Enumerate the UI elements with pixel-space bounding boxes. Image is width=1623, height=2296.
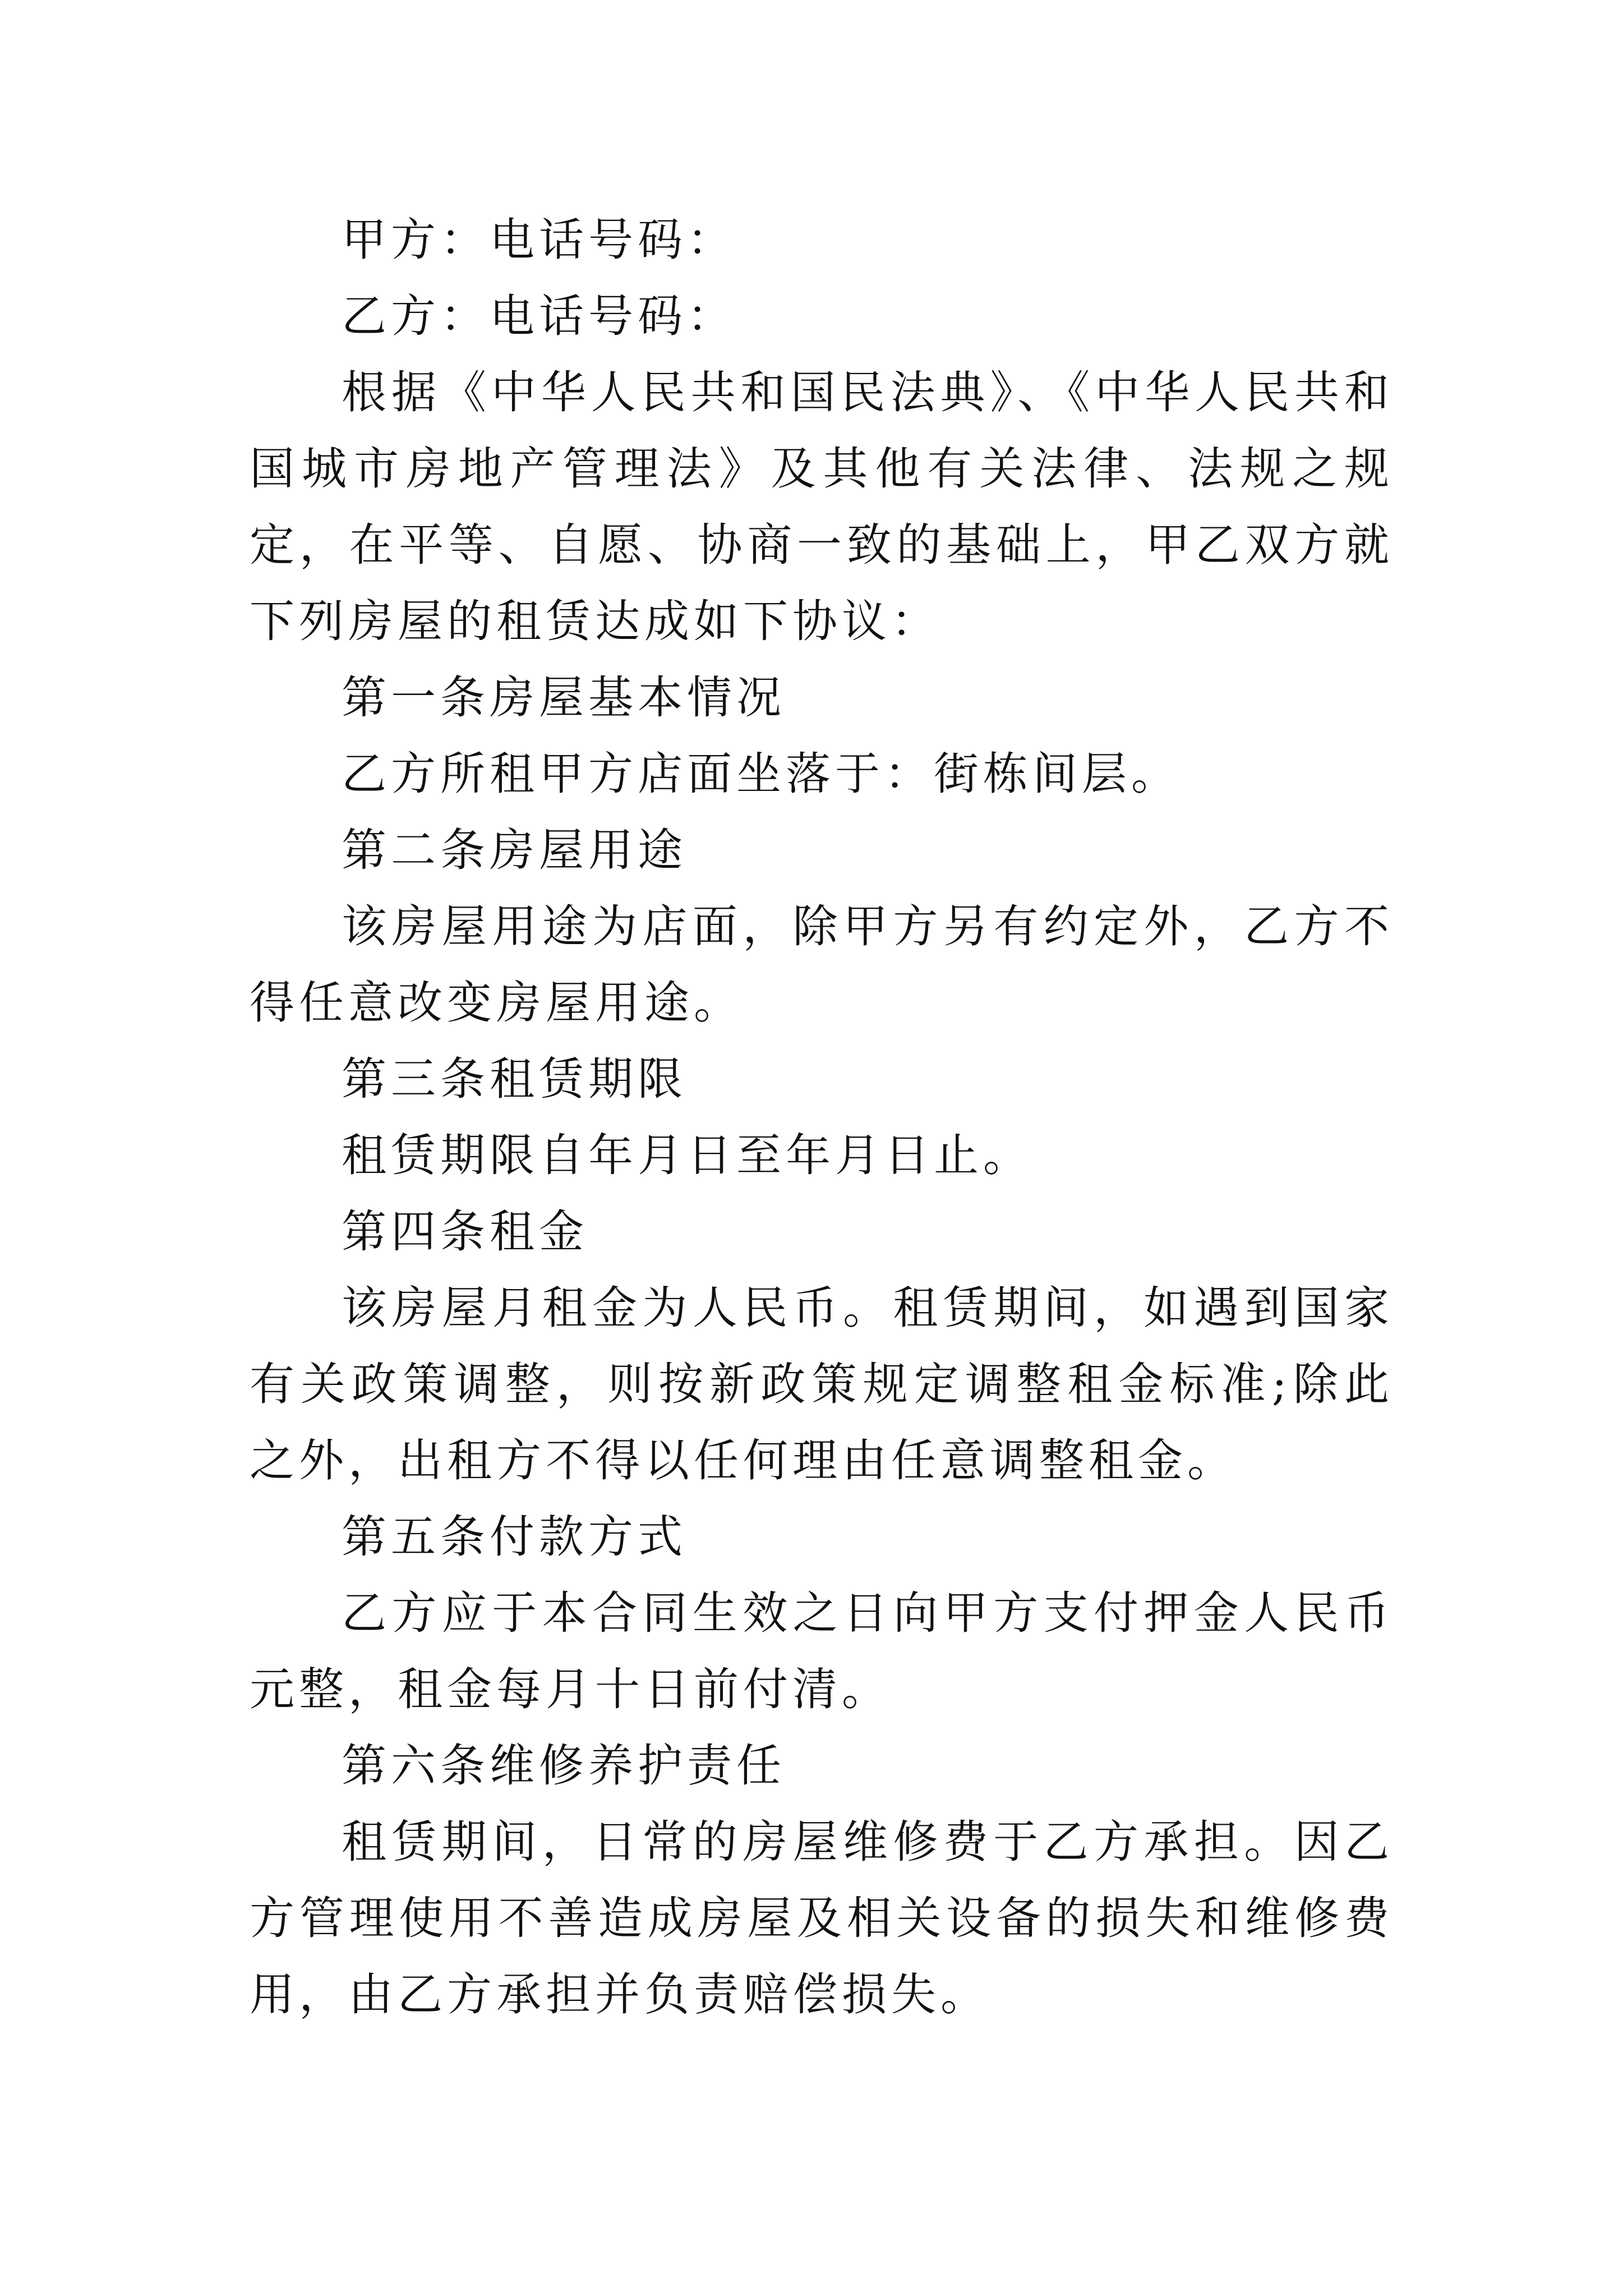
article-6-body: 租赁期间，日常的房屋维修费于乙方承担。因乙方管理使用不善造成房屋及相关设备的损失和维修费用，由乙方承担并负责赔偿损失。 — [250, 1816, 1394, 2021]
article-5-heading: 第五条付款方式 — [342, 1511, 687, 1563]
article-4-body: 该房屋月租金为人民币。租赁期间，如遇到国家有关政策调整，则按新政策规定调整租金标准;除此之外，出租方不得以任何理由任意调整租金。 — [250, 1282, 1394, 1487]
article-1-body: 乙方所租甲方店面坐落于：街栋间层。 — [342, 748, 1181, 800]
article-4-heading: 第四条租金 — [342, 1205, 588, 1258]
article-3-body: 租赁期限自年月日至年月日止。 — [342, 1129, 1032, 1181]
document-body — [250, 202, 1394, 2033]
article-2-body: 该房屋用途为店面，除甲方另有约定外，乙方不得任意改变房屋用途。 — [250, 900, 1394, 1029]
article-2-heading: 第二条房屋用途 — [342, 824, 687, 876]
article-5-body: 乙方应于本合同生效之日向甲方支付押金人民币元整，租金每月十日前付清。 — [250, 1587, 1394, 1715]
preamble-paragraph: 根据《中华人民共和国民法典》、《中华人民共和国城市房地产管理法》及其他有关法律、法规之规定，在平等、自愿、协商一致的基础上，甲乙双方就下列房屋的租赁达成如下协议： — [250, 366, 1394, 647]
party-b-line: 乙方：电话号码： — [342, 290, 736, 342]
article-1-heading: 第一条房屋基本情况 — [342, 671, 786, 724]
article-3-heading: 第三条租赁期限 — [342, 1053, 687, 1105]
party-a-line: 甲方：电话号码： — [342, 214, 736, 266]
article-6-heading: 第六条维修养护责任 — [342, 1740, 786, 1792]
